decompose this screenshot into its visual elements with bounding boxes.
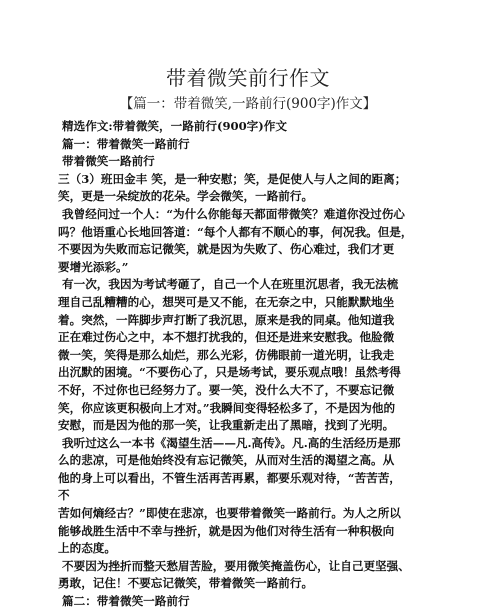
text-line: 三（3）班田金丰 笑，是一种安慰；笑，是促使人与人之间的距离； bbox=[58, 171, 407, 186]
page-title: 带着微笑前行作文 bbox=[166, 66, 330, 90]
text-line: 吗？他语重心长地回答道：“每个人都有不顺心的事，何况我。但是， bbox=[58, 224, 413, 239]
text-line: 带着微笑一路前行 bbox=[62, 154, 155, 169]
text-line: 着。突然，一阵脚步声打断了我沉思，原来是我的同桌。他知道我 bbox=[58, 312, 395, 327]
text-line: 苦如何熵经古？”即使在悲凉，也要带着微笑一路前行。为人之所以 bbox=[58, 506, 401, 521]
text-line: 不要因为挫折而整天愁眉苦脸，要用微笑掩盖伤心，让自己更坚强、 bbox=[62, 558, 410, 573]
text-line: 安慰，而是因为他的那一笑，让我重新走出了黑暗，找到了光明。 bbox=[58, 418, 395, 433]
text-line: 么的悲凉，可是他始终没有忘记微笑，从而对生活的渴望之高。从 bbox=[58, 453, 395, 468]
text-line: 不 bbox=[58, 488, 70, 503]
text-line: 篇二：带着微笑一路前行 bbox=[62, 594, 190, 609]
text-line: 不要因为失败而忘记微笑，就是因为失败了、伤心难过，我们才更 bbox=[58, 242, 395, 257]
text-line: 出沉默的困境。“不要伤心了，只是场考试，要乐观点哦！虽然考得 bbox=[58, 365, 401, 380]
text-line: 要增光添彩。” bbox=[58, 259, 129, 274]
page-subtitle: 【篇一：带着微笑,一路前行(900字)作文】 bbox=[119, 96, 377, 112]
text-line: 能够战胜生活中不幸与挫折，就是因为他们对待生活有一种积极向 bbox=[58, 523, 395, 538]
text-line: 正在难过伤心之中，本不想打扰我的，但还是进来安慰我。他脸微 bbox=[58, 330, 395, 345]
text-line: 篇一：带着微笑一路前行 bbox=[62, 136, 190, 151]
text-line: 有一次，我因为考试考砸了，自己一个人在班里沉思者，我无法梳 bbox=[62, 277, 399, 292]
text-line: 笑，你应该更积极向上才对。”我瞬间变得轻松多了，不是因为他的 bbox=[58, 400, 396, 415]
text-line: 他的身上可以看出，不管生活再苦再累，都要乐观对待，“苦苦苦， bbox=[58, 470, 401, 485]
text-line: 笑，更是一朵绽放的花朵。学会微笑，一路前行。 bbox=[58, 189, 314, 204]
article-body bbox=[58, 118, 490, 611]
text-line: 理自己乱糟糟的心，想哭可是又不能，在无奈之中，只能默默地坐 bbox=[58, 294, 395, 309]
text-line: 勇敢，记住！不要忘记微笑，带着微笑一路前行。 bbox=[58, 576, 314, 591]
text-line: 上的态度。 bbox=[58, 541, 116, 556]
text-line: 不好，不过你也已经努力了。要一笑，没什么大不了，不要忘记微 bbox=[58, 382, 395, 397]
text-line: 微一笑，笑得是那么灿烂，那么光彩，仿佛眼前一道光明，让我走 bbox=[58, 347, 395, 362]
text-line: 我曾经问过一个人：“为什么你能每天都面带微笑？难道你没过伤心 bbox=[62, 206, 405, 221]
text-line: 精选作文:带着微笑，一路前行(900字)作文 bbox=[62, 119, 287, 133]
text-line: 我听过这么一本书《渴望生活——凡.高传》。凡.高的生活经历是那 bbox=[62, 435, 401, 450]
